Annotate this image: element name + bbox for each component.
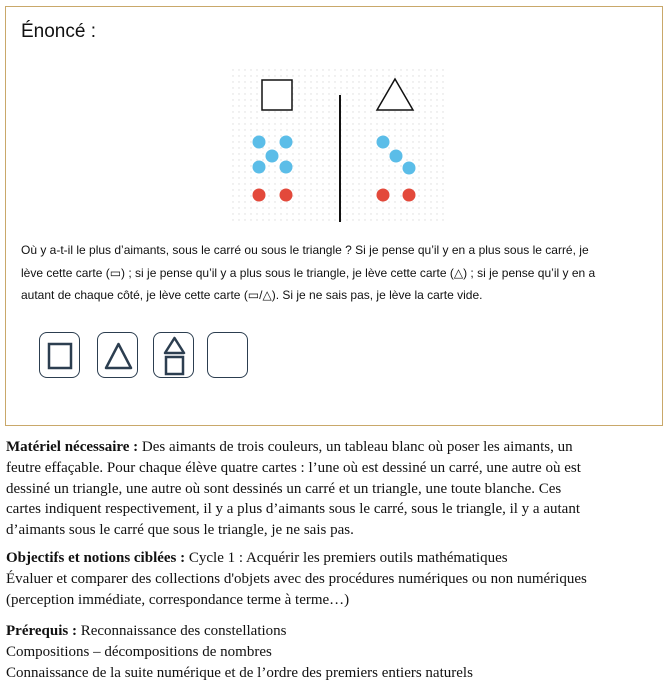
objectifs-section: [6, 548, 658, 610]
red-magnet: [403, 189, 416, 202]
blue-magnet: [377, 136, 390, 149]
triangle-icon: [165, 338, 184, 353]
materiel-line: cartes indiquent respectivement, il y a plus d’aimants sous le carré, sous le triangle, il y a autant: [6, 501, 580, 518]
red-magnet: [253, 189, 266, 202]
blue-magnet: [280, 161, 293, 174]
red-magnet: [377, 189, 390, 202]
blue-magnet: [403, 162, 416, 175]
objectifs-line: Cycle 1 : Acquérir les premiers outils mathématiques: [185, 550, 508, 566]
blue-magnet: [253, 136, 266, 149]
statement-line: autant de chaque côté, je lève cette carte (▭/△). Si je ne sais pas, je lève la carte vide.: [21, 288, 483, 302]
blue-magnet: [266, 150, 279, 163]
materiel-line: Des aimants de trois couleurs, un tableau blanc où poser les aimants, un: [138, 439, 573, 455]
materiel-line: d’aimants sous le carré que sous le triangle, je ne sais pas.: [6, 522, 354, 539]
prerequis-line: Connaissance de la suite numérique et de l’ordre des premiers entiers naturels: [6, 664, 473, 681]
blue-magnet: [253, 161, 266, 174]
triangle-icon: [106, 344, 131, 368]
objectifs-label: Objectifs et notions ciblées :: [6, 550, 186, 566]
square-icon: [49, 344, 71, 368]
square-shape-icon: [262, 80, 292, 110]
magnet-board-figure: [230, 67, 444, 225]
blue-magnet: [390, 150, 403, 163]
magnet-board: [230, 67, 444, 225]
prerequis-line: Reconnaissance des constellations: [76, 623, 287, 639]
materiel-line: feutre effaçable. Pour chaque élève quatre cartes : l’une où est dessiné un carré, une autre où est: [6, 459, 581, 476]
square-icon: [166, 357, 183, 374]
square-card[interactable]: [39, 332, 80, 378]
prerequis-label: Prérequis :: [6, 623, 77, 639]
blue-magnet: [280, 136, 293, 149]
materiel-label: Matériel nécessaire :: [6, 439, 139, 455]
blank-card[interactable]: [207, 332, 248, 378]
statement-text: [21, 239, 657, 307]
red-magnet: [280, 189, 293, 202]
prerequis-section: [6, 621, 658, 683]
objectifs-line: Évaluer et comparer des collections d'objets avec des procédures numériques ou non numériques: [6, 570, 587, 587]
materiel-line: dessiné un triangle, une autre où sont dessinés un carré et un triangle, une toute blanche. Ces: [6, 480, 562, 497]
triangle-card[interactable]: [97, 332, 138, 378]
statement-title: Énoncé :: [21, 21, 96, 42]
materiel-section: [6, 437, 658, 541]
statement-line: lève cette carte (▭) ; si je pense qu’il y a plus sous le triangle, je lève cette carte (△) ; si je pense qu’il y en a: [21, 265, 596, 280]
statement-box: [5, 6, 663, 426]
square-and-triangle-card[interactable]: [153, 332, 194, 378]
objectifs-line: (perception immédiate, correspondance terme à terme…): [6, 591, 350, 608]
prerequis-line: Compositions – décompositions de nombres: [6, 643, 272, 660]
statement-line: Où y a-t-il le plus d’aimants, sous le carré ou sous le triangle ? Si je pense qu’il y en a plus sous le carré, je: [21, 243, 589, 257]
